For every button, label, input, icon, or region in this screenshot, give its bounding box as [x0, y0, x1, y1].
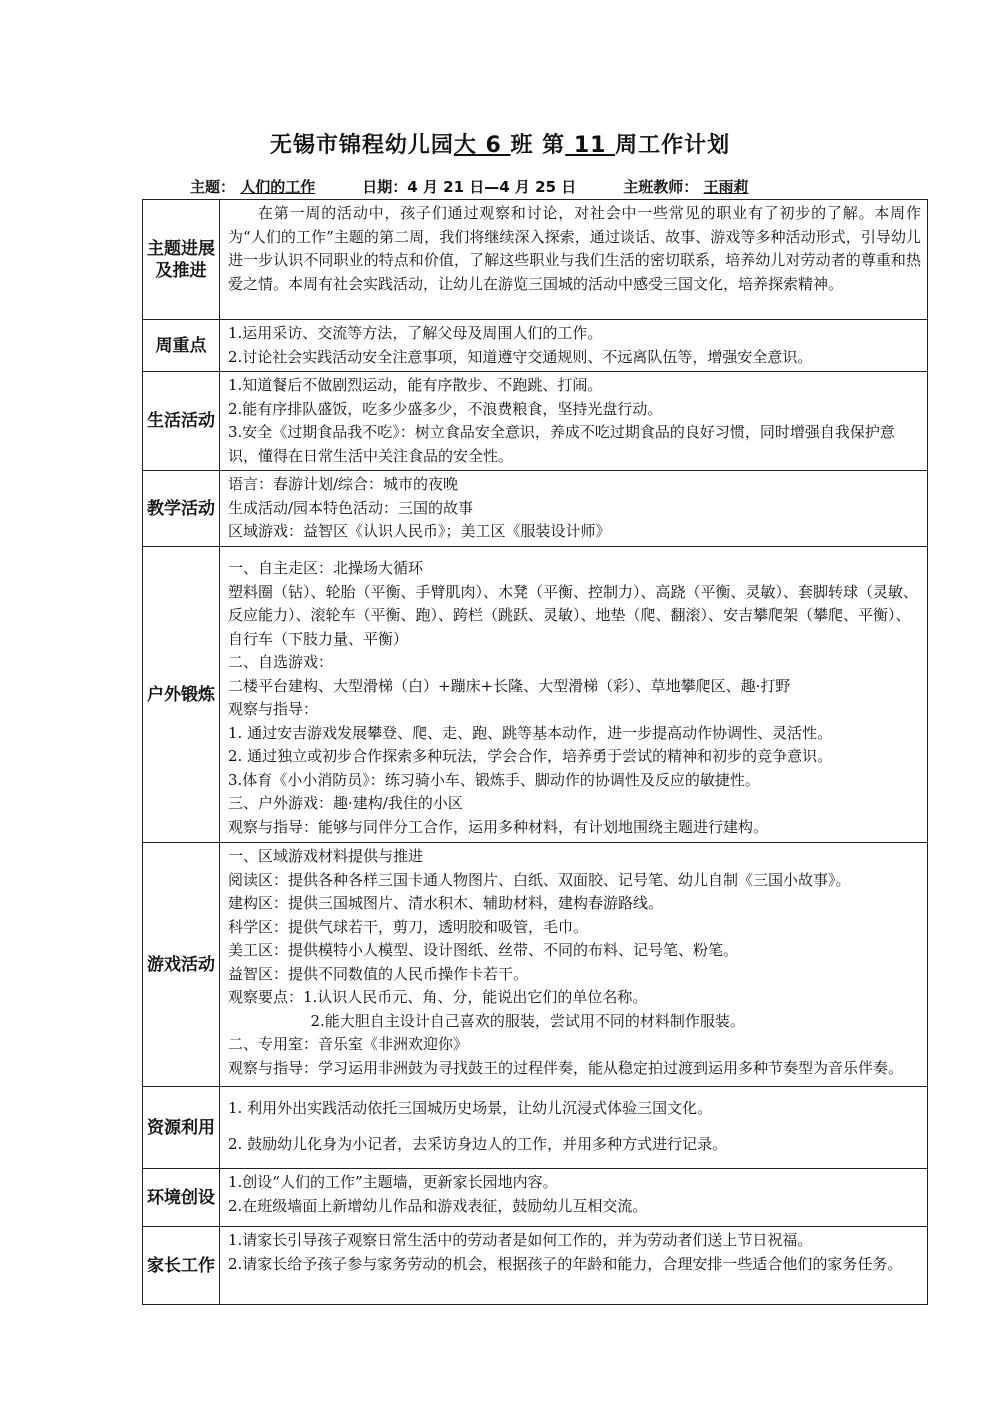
list-item: 2. 鼓励幼儿化身为小记者，去采访身边人的工作，并用多种方式进行记录。 — [228, 1134, 728, 1153]
list-item: 区域游戏：益智区《认识人民币》；美工区《服装设计师》 — [228, 522, 611, 540]
title-week: 11 — [565, 133, 616, 158]
theme-label: 主题： — [190, 178, 236, 196]
list-item: 二楼平台建构、大型滑梯（白）+蹦床+长隆、大型滑梯（彩）、草地攀爬区、趣·打野 — [228, 676, 791, 695]
label-teaching: 教学活动 — [143, 471, 220, 547]
list-item: 2.能大胆自主设计自己喜欢的服装，尝试用不同的材料制作服装。 — [310, 1011, 745, 1030]
row-theme-progress — [143, 200, 928, 320]
list-item: 2. 通过独立或初步合作探索多种玩法，学会合作，培养勇于尝试的精神和初步的竞争意识。 — [228, 747, 833, 765]
content-outdoor — [220, 547, 928, 843]
label-outdoor: 户外锻炼 — [143, 547, 220, 843]
content-resources — [220, 1087, 928, 1169]
row-outdoor — [143, 547, 928, 843]
label-life: 生活活动 — [143, 372, 220, 471]
list-item: 2.能有序排队盛饭，吃多少盛多少，不浪费粮食，坚持光盘行动。 — [228, 399, 663, 418]
content-games — [220, 843, 928, 1087]
list-item: 三、户外游戏：趣·建构/我住的小区 — [228, 794, 463, 812]
content-parents — [220, 1227, 928, 1305]
list-item: 美工区：提供模特小人模型、设计图纸、丝带、不同的布料、记号笔、粉笔。 — [228, 941, 739, 959]
list-item: 阅读区：提供各种各样三国卡通人物图片、白纸、双面胶、记号笔、幼儿自制《三国小故事》。 — [228, 870, 851, 889]
teacher-label: 主班教师： — [623, 178, 699, 196]
content-week-focus — [220, 320, 928, 372]
list-item: 2.请家长给予孩子参与家务劳动的机会，根据孩子的年龄和能力，合理安排一些适合他们的家务任务。 — [228, 1254, 903, 1273]
title-suffix: 周工作计划 — [615, 133, 731, 158]
label-resources: 资源利用 — [143, 1087, 220, 1169]
list-item: 1. 利用外出实践活动依托三国城历史场景，让幼儿沉浸式体验三国文化。 — [228, 1099, 713, 1117]
content-life — [220, 372, 928, 471]
theme-progress-text: 在第一周的活动中，孩子们通过观察和讨论，对社会中一些常见的职业有了初步的了解。本周作为“人们的工作”主题的第二周，我们将继续深入探索，通过谈话、故事、游戏等多种活动形式，引导幼儿进一步认识不同职业的特点和价值，了解这些职业与我们生活的密切联系，培养幼儿对劳动者的尊重和热爱之情。本周有社会实践活动，让幼儿在游览三国城的活动中感受三国文化，培养探索精神。 — [228, 204, 921, 293]
label-week-focus: 周重点 — [143, 320, 220, 372]
list-item: 观察与指导： — [228, 700, 319, 718]
meta-line — [190, 176, 950, 197]
content-environment — [220, 1169, 928, 1227]
label-theme-progress: 主题进展及推进 — [143, 200, 220, 320]
list-item: 1. 通过安吉游戏发展攀登、爬、走、跑、跳等基本动作，进一步提高动作协调性、灵活性。 — [228, 723, 833, 742]
theme-value: 人们的工作 — [240, 178, 316, 196]
list-item: 3.安全《过期食品我不吃》：树立食品安全意识，养成不吃过期食品的良好习惯，同时增强自我保护意识，懂得在日常生活中关注食品的安全性。 — [228, 423, 895, 465]
title-mid: 班 第 — [510, 133, 566, 158]
title-prefix: 无锡市锦程幼儿园 — [269, 133, 454, 158]
row-games — [143, 843, 928, 1087]
date-label: 日期： — [362, 178, 408, 196]
list-item: 二、专用室：音乐室《非洲欢迎你》 — [228, 1035, 469, 1053]
list-item: 1.知道餐后不做剧烈运动，能有序散步、不跑跳、打闹。 — [228, 376, 603, 394]
plan-table — [142, 199, 928, 1305]
list-item: 2.在班级墙面上新增幼儿作品和游戏表征，鼓励幼儿互相交流。 — [228, 1196, 648, 1215]
list-item: 生成活动/园本特色活动：三国的故事 — [228, 498, 474, 517]
row-environment — [143, 1169, 928, 1227]
list-item: 建构区：提供三国城图片、清水积木、辅助材料，建构春游路线。 — [228, 894, 664, 912]
date-value: 4 月 21 日—4 月 25 日 — [407, 178, 577, 196]
label-games: 游戏活动 — [143, 843, 220, 1087]
row-parents — [143, 1227, 928, 1305]
list-item: 1.请家长引导孩子观察日常生活中的劳动者是如何工作的，并为劳动者们送上节日祝福。 — [228, 1231, 813, 1249]
label-environment: 环境创设 — [143, 1169, 220, 1227]
row-teaching — [143, 471, 928, 547]
page-title — [0, 128, 1000, 159]
list-item: 益智区：提供不同数值的人民币操作卡若干。 — [228, 964, 529, 983]
list-item: 3.体育《小小消防员》：练习骑小车、锻炼手、脚动作的协调性及反应的敏捷性。 — [228, 770, 760, 789]
list-item: 1.创设“人们的工作”主题墙，更新家长园地内容。 — [228, 1173, 558, 1191]
list-item: 二、自选游戏： — [228, 653, 334, 671]
list-item: 一、区域游戏材料提供与推进 — [228, 847, 424, 865]
list-item: 塑料圈（钻）、轮胎（平衡、手臂肌肉）、木凳（平衡、控制力）、高跷（平衡、灵敏）、套脚转球（灵敏、反应能力）、滚轮车（平衡、跑）、跨栏（跳跃、灵敏）、地垫（爬、翻滚）、安吉攀爬架（攀爬、平衡）、自行车（下肢力量、平衡） — [228, 582, 919, 648]
list-item: 语言：春游计划/综合：城市的夜晚 — [228, 475, 459, 493]
list-item: 观察与指导：学习运用非洲鼓为寻找鼓王的过程伴奏，能从稳定拍过渡到运用多种节奏型为音乐伴奏。 — [228, 1058, 904, 1077]
label-parents: 家长工作 — [143, 1227, 220, 1305]
row-resources — [143, 1087, 928, 1169]
list-item: 观察要点：1.认识人民币元、角、分，能说出它们的单位名称。 — [228, 988, 648, 1006]
row-week-focus — [143, 320, 928, 372]
row-life — [143, 372, 928, 471]
list-item: 1.运用采访、交流等方法，了解父母及周围人们的工作。 — [228, 324, 603, 342]
title-class-name: 大 6 — [453, 133, 511, 158]
list-item: 观察与指导：能够与同伴分工合作，运用多种材料，有计划地围绕主题进行建构。 — [228, 817, 769, 836]
content-theme-progress — [220, 200, 928, 320]
content-teaching — [220, 471, 928, 547]
list-item: 2.讨论社会实践活动安全注意事项，知道遵守交通规则、不远离队伍等，增强安全意识。 — [228, 347, 813, 366]
teacher-value: 王雨莉 — [703, 178, 749, 196]
list-item: 一、自主走区：北操场大循环 — [228, 559, 424, 577]
list-item: 科学区：提供气球若干，剪刀，透明胶和吸管，毛巾。 — [228, 917, 589, 936]
